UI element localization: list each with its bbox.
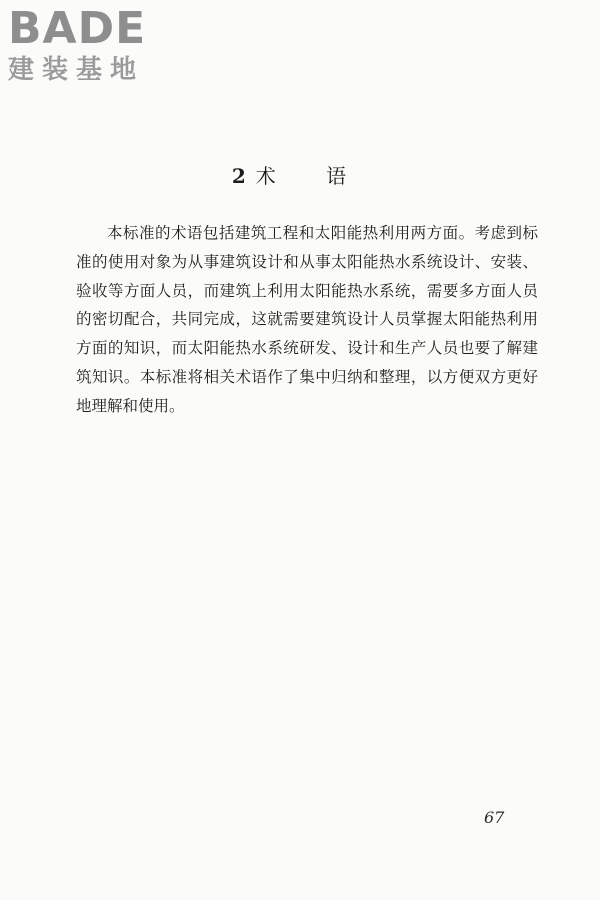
- logo-subtitle: 建装基地: [8, 55, 145, 85]
- watermark-logo: [8, 4, 183, 88]
- chapter-number: 2: [231, 164, 246, 188]
- logo-mark: BADE: [8, 3, 147, 54]
- chapter-title-text: 术 语: [255, 164, 369, 188]
- chapter-heading: [0, 161, 600, 191]
- body-paragraph: 本标准的术语包括建筑工程和太阳能热利用两方面。考虑到标准的使用对象为从事建筑设计和从事太阳能热水系统设计、安装、验收等方面人员，而建筑上利用太阳能热水系统，需要多方面人员的密切配合，共同完成，这就需要建筑设计人员掌握太阳能热利用方面的知识，而太阳能热水系统研发、设计和生产人员也要了解建筑知识。本标准将相关术语作了集中归纳和整理，以方便双方更好地理解和使用。: [76, 224, 538, 415]
- page-number: 67: [484, 808, 505, 827]
